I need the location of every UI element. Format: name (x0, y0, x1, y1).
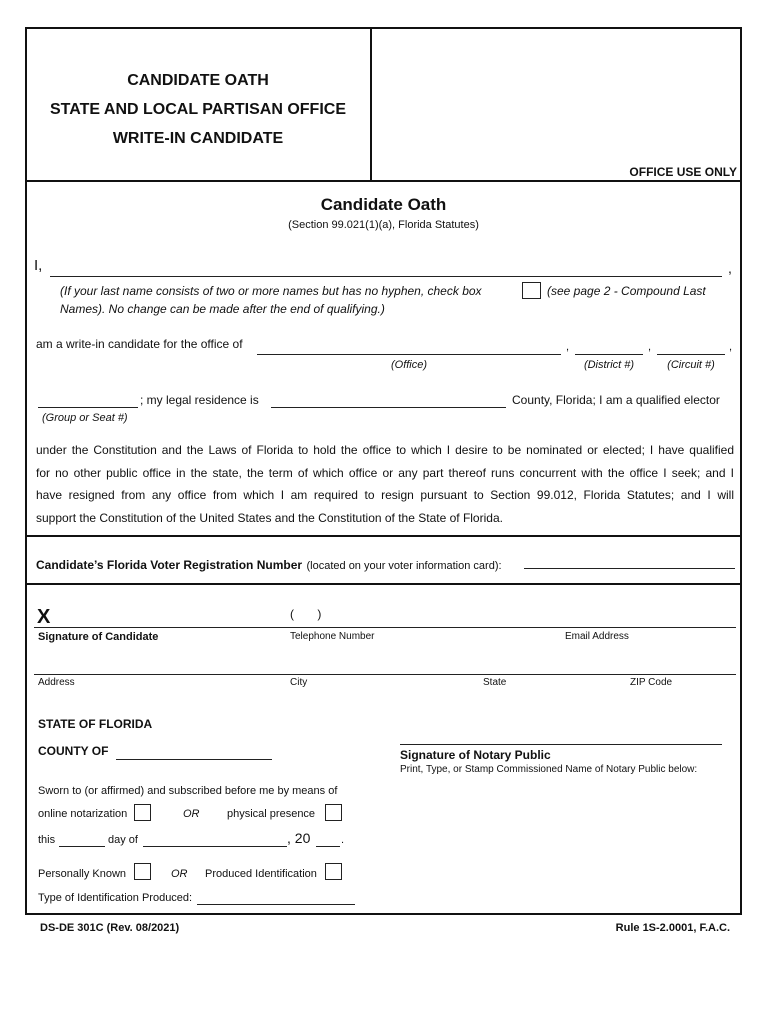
state-of-florida: STATE OF FLORIDA (38, 717, 153, 731)
notary-signature-line[interactable] (400, 744, 722, 745)
candidate-name-field[interactable] (50, 276, 722, 277)
county-text: County, Florida; I am a qualified elector (512, 393, 720, 407)
office-prefix: am a write-in candidate for the office of (36, 337, 243, 351)
online-notarization-checkbox[interactable] (134, 804, 151, 821)
group-seat-field[interactable] (38, 407, 138, 408)
id-type-label: Type of Identification Produced: (38, 892, 193, 904)
circuit-field[interactable] (657, 354, 725, 355)
county-field[interactable] (116, 759, 272, 760)
i-label: I, (34, 257, 43, 274)
oath-line-1: under the Constitution and the Laws of Florida to hold the office to which I desire to be nominated or elected; I have qualified (36, 443, 734, 457)
sworn-text: Sworn to (or affirmed) and subscribed before me by means of (38, 785, 338, 797)
phone-area-code: ( ) (290, 607, 322, 621)
produced-id-checkbox[interactable] (325, 863, 342, 880)
physical-presence-label: physical presence (227, 808, 316, 820)
voter-reg-field[interactable] (524, 568, 735, 569)
notary-signature-label: Signature of Notary Public (400, 748, 551, 762)
form-title (27, 66, 369, 153)
zip-label: ZIP Code (630, 677, 673, 688)
office-caption: (Office) (390, 359, 428, 371)
signature-line[interactable] (34, 627, 736, 628)
address-line[interactable] (34, 674, 736, 675)
oath-line-4: support the Constitution of the United States and the Constitution of the State of Florida. (36, 510, 503, 525)
statute-citation: (Section 99.021(1)(a), Florida Statutes) (288, 219, 479, 231)
group-caption: (Group or Seat #) (42, 412, 128, 424)
office-field[interactable] (257, 354, 561, 355)
address-label: Address (38, 677, 75, 688)
name-comma: , (728, 260, 732, 276)
title-line-2: STATE AND LOCAL PARTISAN OFFICE (50, 101, 346, 118)
office-comma: , (566, 341, 570, 353)
state-label: State (483, 677, 507, 688)
residence-county-field[interactable] (271, 407, 506, 408)
physical-presence-checkbox[interactable] (325, 804, 342, 821)
county-of-label: COUNTY OF (38, 744, 109, 758)
office-use-label: OFFICE USE ONLY (629, 165, 737, 179)
personally-known-label: Personally Known (38, 868, 127, 880)
year-period: . (341, 834, 345, 846)
voter-reg-hint: (located on your voter information card): (306, 560, 502, 572)
online-notarization-label: online notarization (38, 808, 128, 820)
voter-reg-row (36, 556, 502, 574)
id-type-field[interactable] (197, 904, 355, 905)
district-caption: (District #) (583, 359, 635, 371)
or-label-1: OR (183, 808, 200, 820)
hyphen-note-1: (If your last name consists of two or more names but has no hyphen, check box (60, 284, 482, 298)
oath-bottom-rule (25, 535, 742, 537)
notary-print-label: Print, Type, or Stamp Commissioned Name of Notary Public below: (400, 764, 698, 775)
form-number: DS-DE 301C (Rev. 08/2021) (40, 922, 180, 934)
district-comma: , (648, 341, 652, 353)
city-label: City (290, 677, 308, 688)
hyphen-note-3: Names). No change can be made after the end of qualifying.) (60, 302, 385, 316)
candidate-signature-label: Signature of Candidate (38, 631, 159, 643)
title-line-1: CANDIDATE OATH (127, 72, 269, 89)
title-line-3: WRITE-IN CANDIDATE (112, 130, 284, 147)
month-field[interactable] (143, 846, 287, 847)
district-field[interactable] (575, 354, 643, 355)
rule-citation: Rule 1S-2.0001, F.A.C. (615, 922, 730, 934)
hyphen-note-2: (see page 2 - Compound Last (547, 284, 706, 298)
signature-x-mark: X (37, 606, 51, 628)
year-field[interactable] (316, 846, 340, 847)
compound-name-checkbox[interactable] (522, 282, 541, 299)
residence-text: ; my legal residence is (140, 393, 259, 407)
oath-line-3: have resigned from any office from which I am required to resign pursuant to Section 99.012, Florida Statutes; and I will (36, 488, 734, 502)
oath-paragraph (36, 439, 734, 529)
day-field[interactable] (59, 846, 105, 847)
header-bottom-rule (25, 180, 742, 182)
personally-known-checkbox[interactable] (134, 863, 151, 880)
oath-heading: Candidate Oath (320, 195, 447, 214)
year-prefix: , 20 (287, 830, 311, 846)
or-label-2: OR (171, 868, 188, 880)
telephone-label: Telephone Number (290, 631, 375, 642)
voter-bottom-rule (25, 583, 742, 585)
circuit-caption: (Circuit #) (667, 359, 715, 371)
day-of-label: day of (108, 834, 138, 846)
this-label: this (38, 834, 56, 846)
header-divider (370, 27, 372, 181)
email-label: Email Address (565, 631, 629, 642)
produced-id-label: Produced Identification (205, 868, 317, 880)
circuit-comma: , (729, 341, 733, 353)
oath-line-2: for no other public office in the state, the term of which office or any part thereof runs concurrent with the office I seek; and I (36, 465, 734, 480)
voter-reg-label: Candidate’s Florida Voter Registration Number (36, 558, 303, 572)
